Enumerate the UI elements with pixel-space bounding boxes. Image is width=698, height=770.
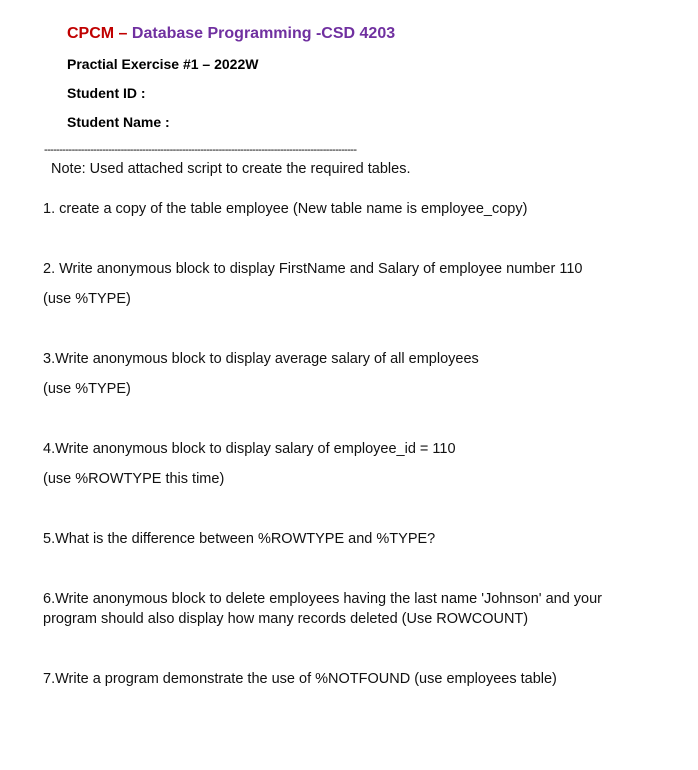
question-6-line-2: program should also display how many records deleted (Use ROWCOUNT) (43, 611, 529, 627)
brand-label: CPCM (67, 25, 115, 42)
note-text: Note: Used attached script to create the required tables. (51, 161, 411, 177)
exercise-heading: Practial Exercise #1 – 2022W (67, 56, 259, 72)
question-2: 2. Write anonymous block to display FirstName and Salary of employee number 110 (43, 261, 583, 277)
title-separator: – (114, 25, 132, 42)
course-title: Database Programming -CSD 4203 (131, 25, 396, 42)
question-7: 7.Write a program demonstrate the use of %NOTFOUND (use employees table) (43, 671, 557, 687)
question-2-hint: (use %TYPE) (43, 291, 131, 307)
question-6-line-1: 6.Write anonymous block to delete employees having the last name 'Johnson' and your (43, 591, 603, 607)
question-1: 1. create a copy of the table employee (New table name is employee_copy) (43, 201, 528, 217)
question-4: 4.Write anonymous block to display salary of employee_id = 110 (43, 441, 456, 457)
student-name-label: Student Name : (67, 114, 170, 130)
student-id-label: Student ID : (67, 85, 146, 101)
question-3-hint: (use %TYPE) (43, 381, 131, 397)
divider-line: ------------------------------------------------------------------------------------------------------ (44, 144, 357, 156)
question-4-hint: (use %ROWTYPE this time) (43, 471, 225, 487)
question-3: 3.Write anonymous block to display average salary of all employees (43, 351, 479, 367)
question-5: 5.What is the difference between %ROWTYPE and %TYPE? (43, 531, 436, 547)
document-title (67, 25, 395, 43)
